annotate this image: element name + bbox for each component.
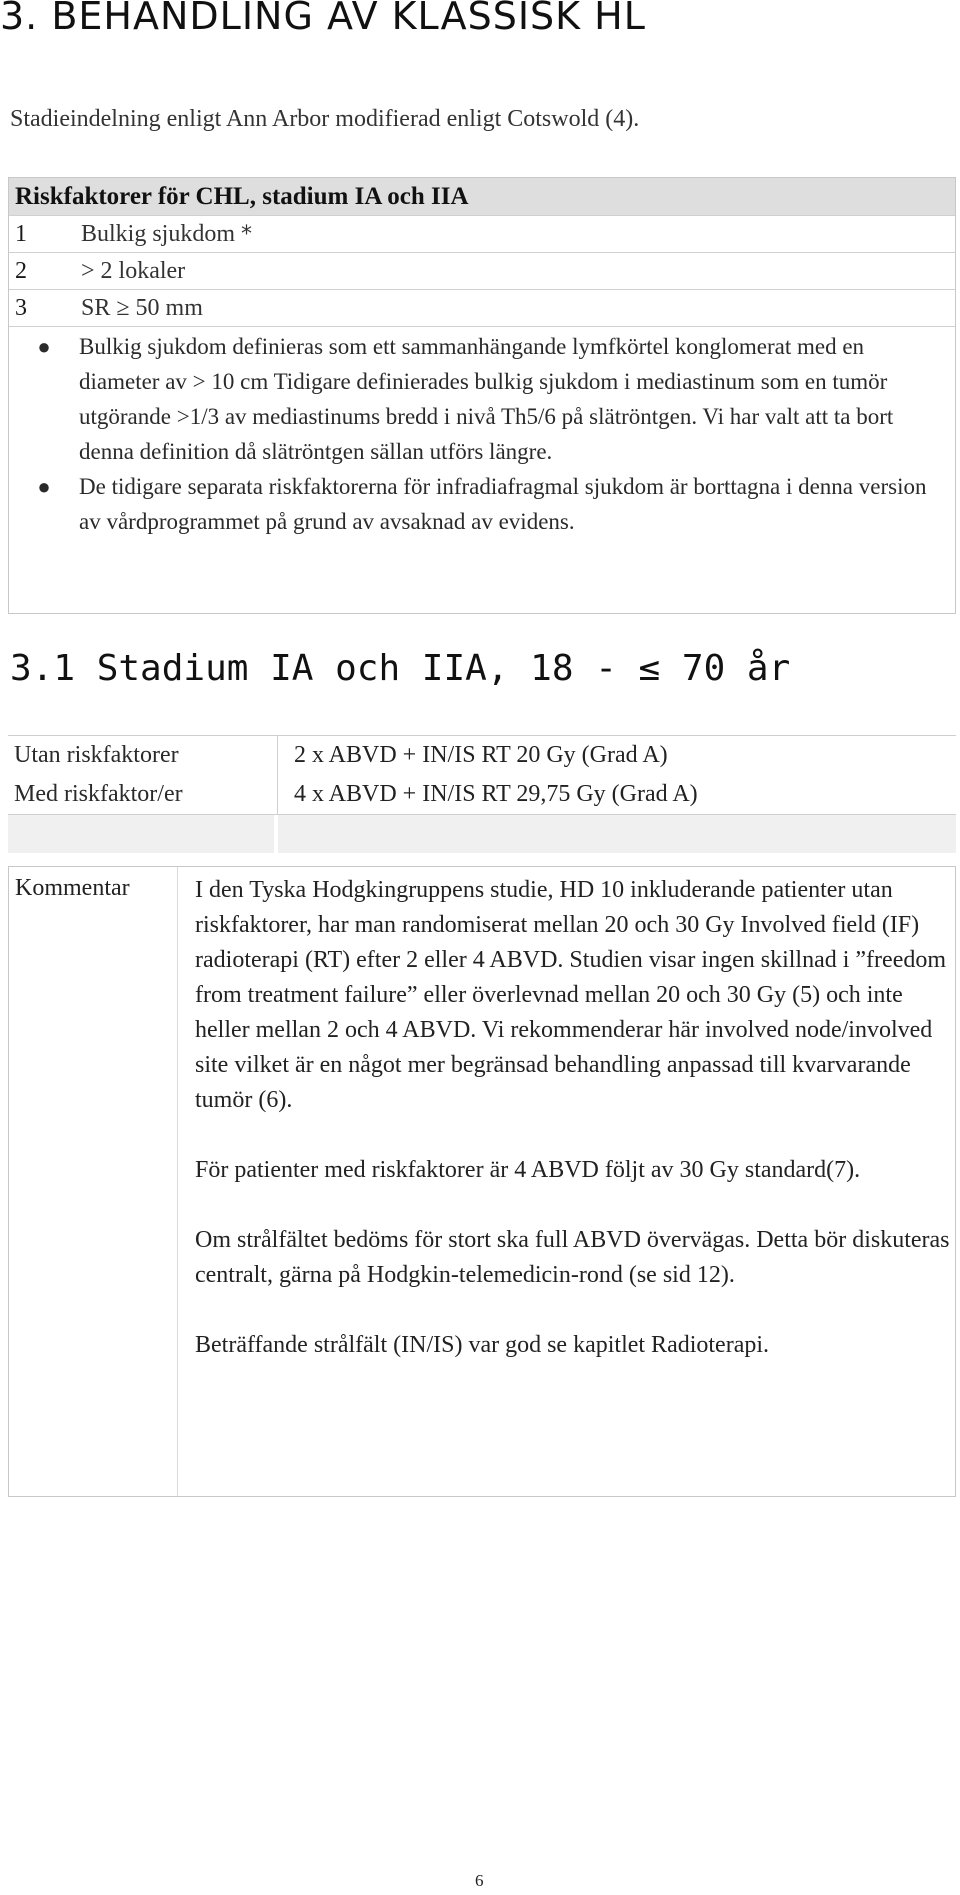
section-subheading: 3.1 Stadium IA och IIA, 18 - ≤ 70 år xyxy=(10,648,791,689)
risk-number: 1 xyxy=(15,221,27,247)
empty-row xyxy=(8,814,956,853)
staging-intro: Stadieindelning enligt Ann Arbor modifierad enligt Cotswold (4). xyxy=(10,106,640,132)
comment-paragraph: Beträffande strålfält (IN/IS) var god se kapitlet Radioterapi. xyxy=(195,1332,770,1358)
list-item xyxy=(9,469,955,539)
risk-notes xyxy=(9,326,955,539)
risk-text: Bulkig sjukdom * xyxy=(81,221,253,247)
comment-paragraph: För patienter med riskfaktorer är 4 ABVD följt av 30 Gy standard(7). xyxy=(195,1157,861,1183)
comment-paragraph: Om strålfältet bedöms för stort ska full ABVD övervägas. Detta bör diskuteras centralt, gärna på Hodgkin-telemedicin-rond (se sid 12). xyxy=(195,1227,950,1288)
empty-cell xyxy=(278,815,956,853)
risk-table-header: Riskfaktorer för CHL, stadium IA och IIA xyxy=(9,178,955,215)
page-number: 6 xyxy=(475,1871,484,1890)
risk-number: 2 xyxy=(15,258,27,284)
comment-body xyxy=(178,867,955,1496)
risk-factor-table xyxy=(8,177,956,614)
table-row xyxy=(8,736,956,775)
regimen-label: Utan riskfaktorer xyxy=(8,736,278,775)
regimen-label: Med riskfaktor/er xyxy=(8,775,278,814)
bullet-icon: ● xyxy=(37,474,51,499)
list-item xyxy=(9,329,955,469)
comment-paragraph: I den Tyska Hodgkingruppens studie, HD 10 inkluderande patienter utan riskfaktorer, har man randomiserat mellan 20 och 30 Gy Involved field (IF) radioterapi (RT) efter 2 eller 4 ABVD. Studien visar ingen skillnad i ”freedom from treatment failure” eller överlevnad mellan 20 och 30 Gy (5) och inte heller mellan 2 och 4 ABVD. Vi rekommenderar här involved node/involved site vilket är en något mer begränsad behandling anpassad till kvarvarande tumör (6). xyxy=(195,877,947,1113)
regimen-treatment: 2 x ABVD + IN/IS RT 20 Gy (Grad A) xyxy=(294,742,668,768)
risk-text: SR ≥ 50 mm xyxy=(81,295,203,321)
comment-table xyxy=(8,866,956,1497)
comment-label: Kommentar xyxy=(9,867,178,1496)
risk-row xyxy=(9,252,955,289)
risk-note-text: Bulkig sjukdom definieras som ett sammanhängande lymfkörtel konglomerat med en diameter av > 10 cm Tidigare definierades bulkig sjukdom i mediastinum som en tumör utgörande >1/3 av mediastinums bredd i nivå Th5/6 på slätröntgen. Vi har valt att ta bort denna definition då slätröntgen sällan utförs längre. xyxy=(79,334,894,464)
risk-row xyxy=(9,289,955,326)
footnote-asterisk: * xyxy=(241,222,253,247)
bullet-icon: ● xyxy=(37,334,51,359)
risk-number: 3 xyxy=(15,295,27,321)
treatment-regimen-table xyxy=(8,735,956,851)
risk-text: > 2 lokaler xyxy=(81,258,186,284)
risk-row xyxy=(9,215,955,252)
table-row xyxy=(8,775,956,814)
regimen-treatment: 4 x ABVD + IN/IS RT 29,75 Gy (Grad A) xyxy=(294,781,698,807)
risk-note-text: De tidigare separata riskfaktorerna för infradiafragmal sjukdom är borttagna i denna version av vårdprogrammet på grund av avsaknad av evidens. xyxy=(79,474,927,534)
empty-cell xyxy=(8,815,278,853)
page-heading: 3. BEHANDLING AV KLASSISK HL xyxy=(0,0,646,38)
